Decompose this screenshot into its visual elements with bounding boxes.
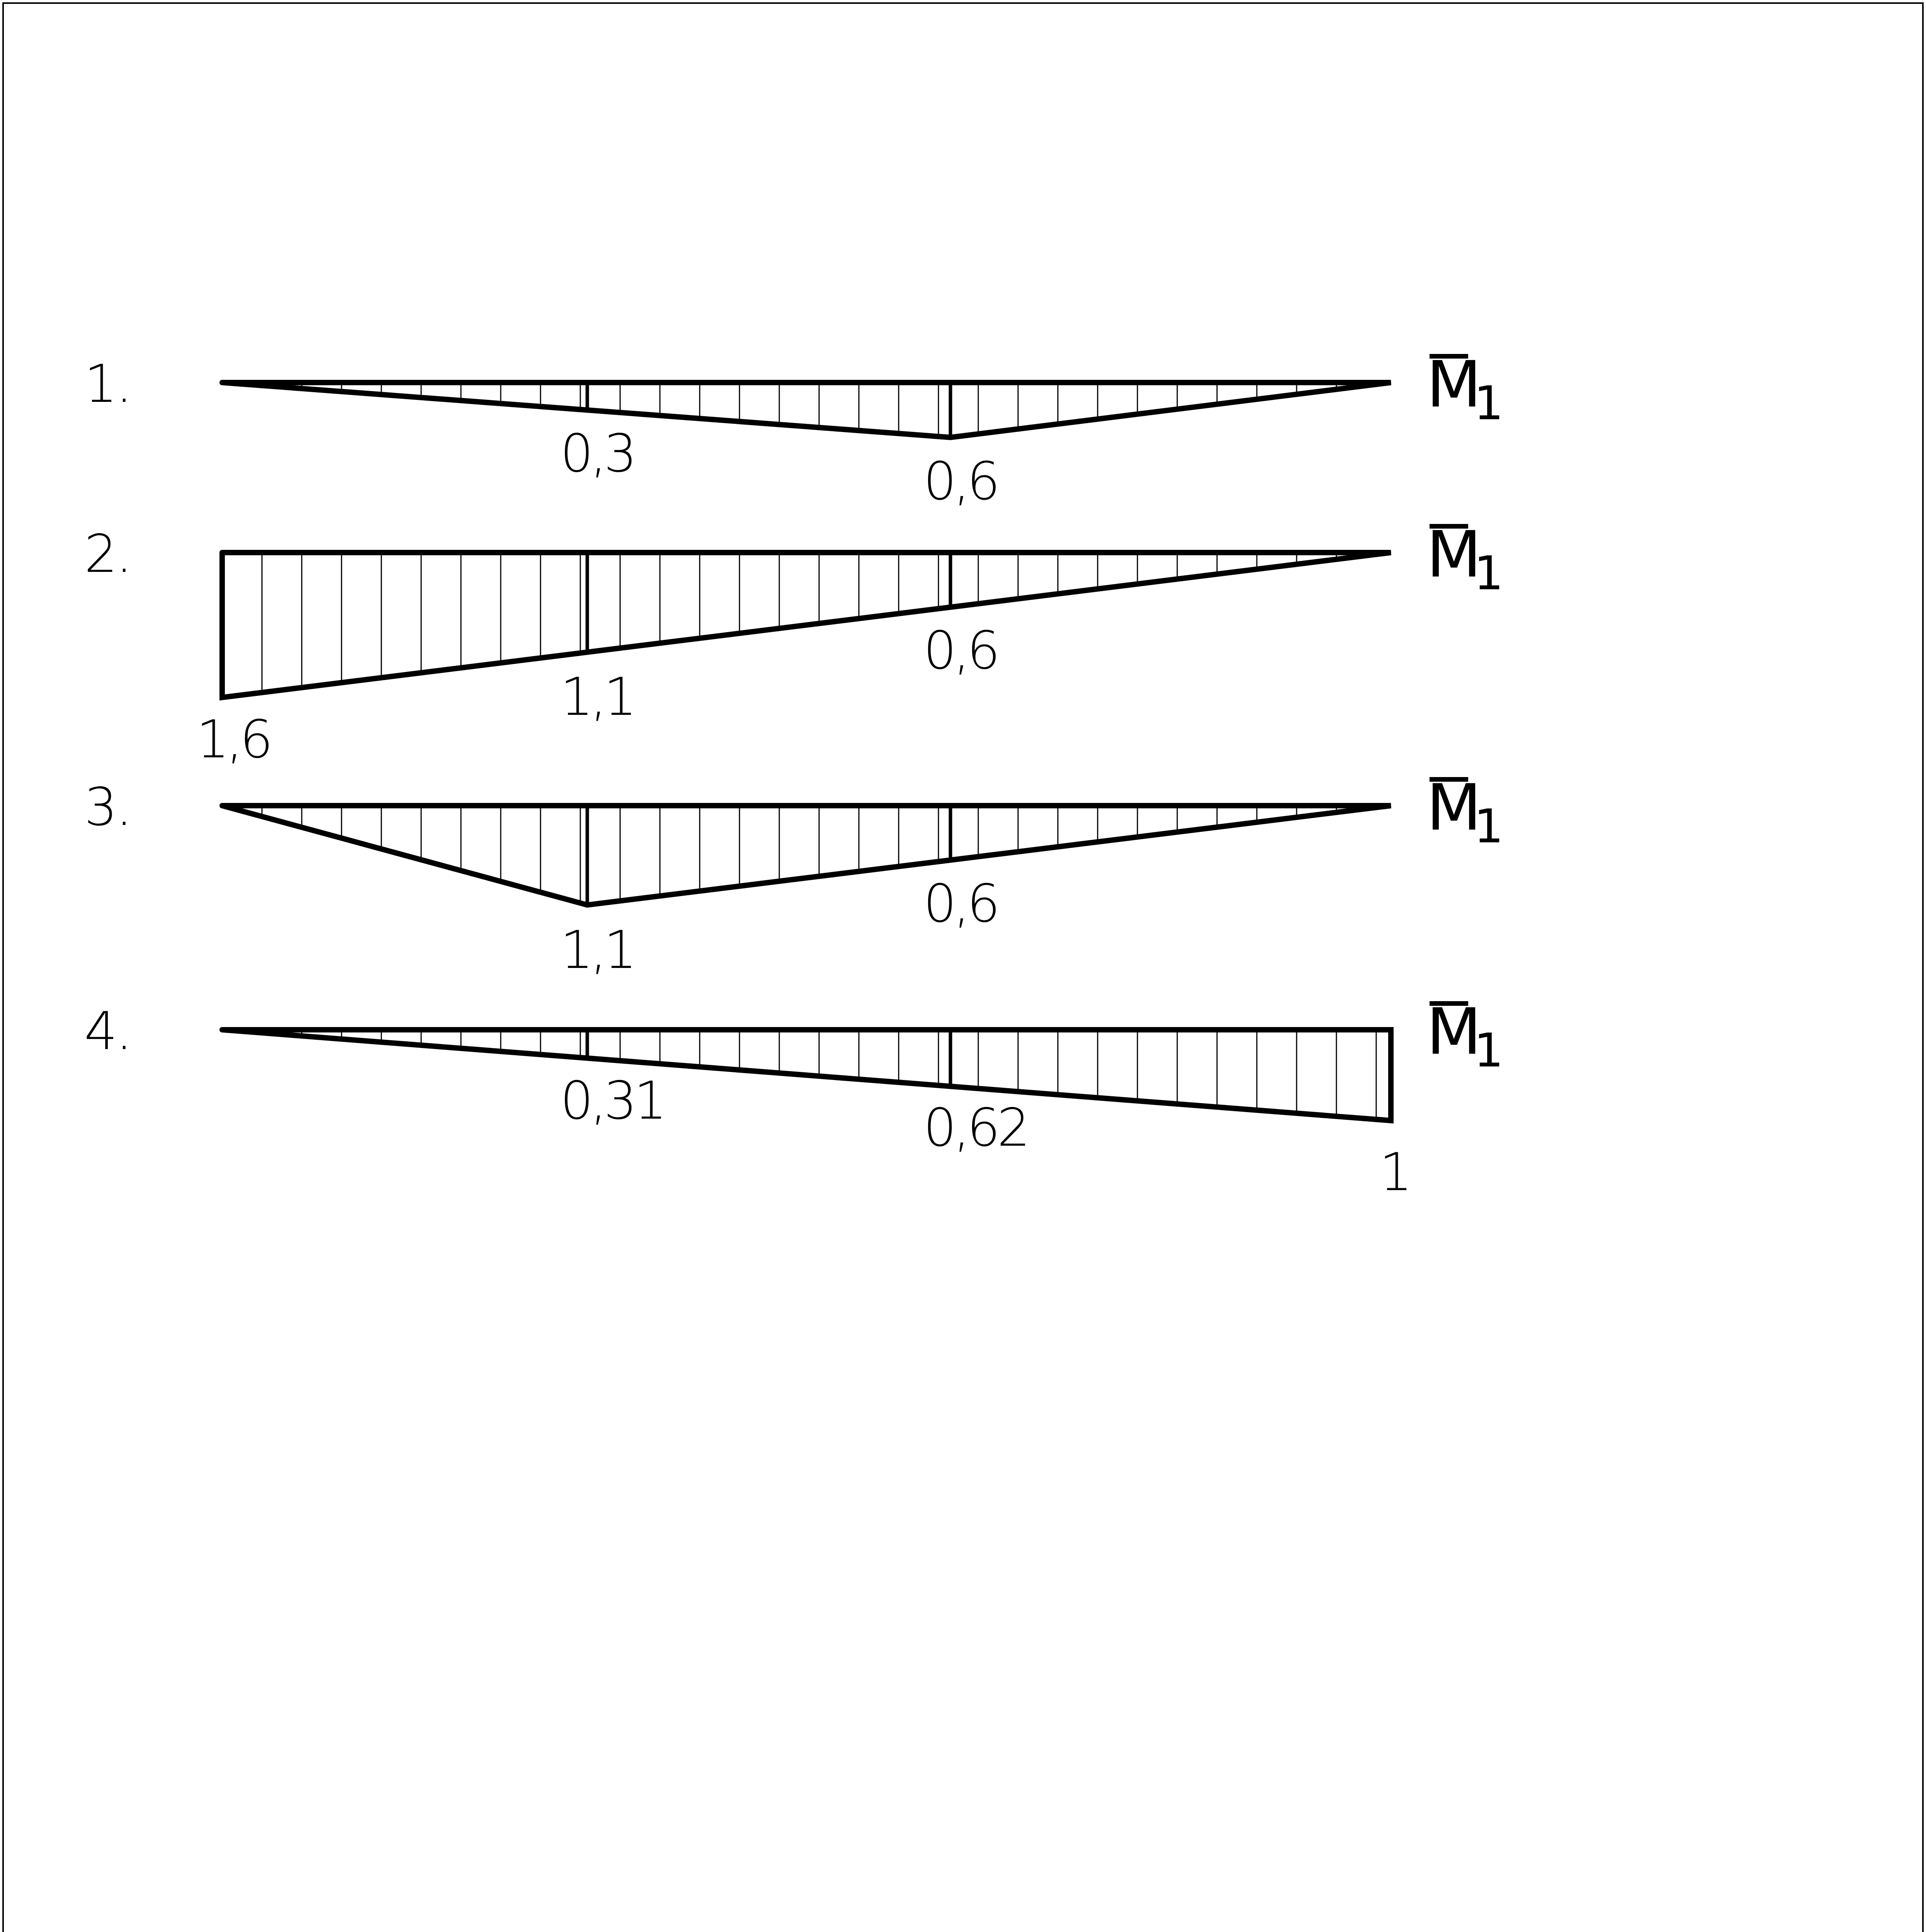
svg-text:M: M (1426, 770, 1482, 845)
diagram-2-value-1-1: 1,1 (560, 667, 634, 727)
svg-text:M: M (1426, 995, 1482, 1069)
diagram-1-outline (222, 383, 1391, 437)
diagram-2-moment-symbol (1426, 517, 1503, 600)
diagram-2-number: 2. (84, 524, 131, 584)
diagram-3-value-1-1: 1,1 (560, 920, 634, 980)
moment-diagram-2 (84, 517, 1503, 770)
diagram-3-outline (222, 806, 1391, 905)
diagram-3-hatching (262, 806, 1336, 903)
svg-text:1: 1 (1474, 800, 1504, 854)
diagram-1-moment-symbol (1426, 347, 1503, 430)
diagram-1-value-0-3: 0,3 (560, 423, 634, 484)
svg-text:1: 1 (1474, 547, 1504, 600)
diagram-1-number: 1. (84, 354, 131, 414)
diagram-4-value-0-31: 0,31 (560, 1070, 664, 1131)
diagram-4-value-0-62: 0,62 (923, 1097, 1027, 1158)
diagram-3-value-0-6: 0,6 (923, 873, 997, 934)
diagram-2-outline (222, 553, 1391, 697)
diagram-1-value-0-6: 0,6 (923, 451, 997, 512)
diagram-2-value-0-6: 0,6 (923, 620, 997, 681)
svg-text:1: 1 (1474, 377, 1504, 430)
diagram-4-value-1: 1 (1379, 1142, 1409, 1202)
svg-text:1: 1 (1474, 1024, 1504, 1078)
diagram-3-number: 3. (84, 777, 131, 837)
svg-text:M: M (1426, 517, 1482, 592)
diagram-4-moment-symbol (1426, 995, 1503, 1078)
diagram-4-number: 4. (84, 1001, 131, 1061)
diagram-4-outline (222, 1030, 1391, 1121)
svg-text:M: M (1426, 347, 1482, 422)
moment-diagram-4 (84, 995, 1503, 1202)
moment-diagram-1 (84, 347, 1503, 512)
diagram-2-value-1-6: 1,6 (196, 709, 270, 770)
sheet-frame (3, 3, 1923, 1932)
diagram-3-moment-symbol (1426, 770, 1503, 854)
moment-diagram-3 (84, 770, 1503, 980)
